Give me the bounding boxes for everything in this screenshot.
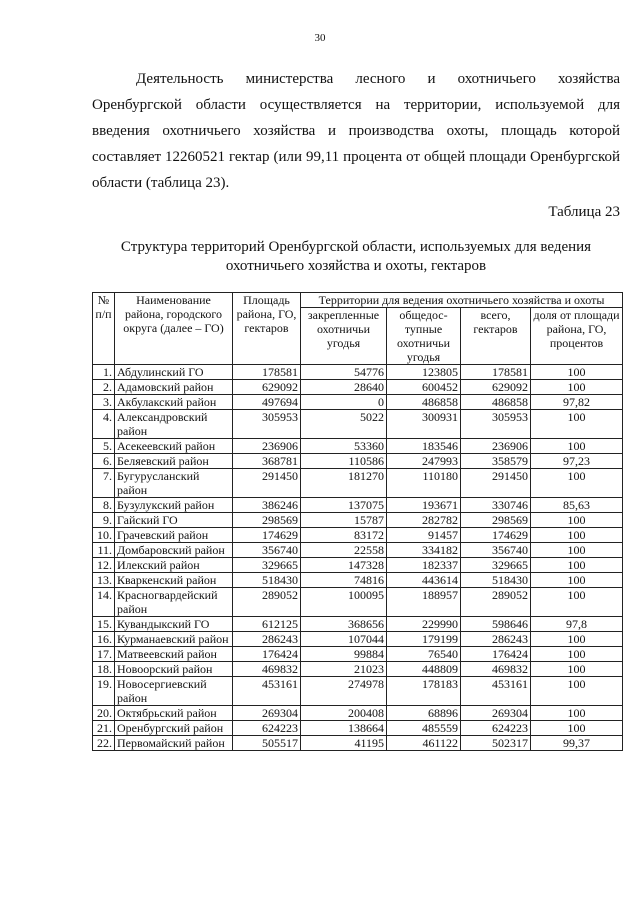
row-number: 14. <box>93 588 115 617</box>
row-number: 21. <box>93 721 115 736</box>
row-area: 453161 <box>233 677 301 706</box>
header-num: № п/п <box>93 293 115 365</box>
row-assigned: 368656 <box>301 617 387 632</box>
row-area: 356740 <box>233 543 301 558</box>
row-assigned: 74816 <box>301 573 387 588</box>
row-share: 100 <box>531 706 623 721</box>
table-row <box>93 677 623 706</box>
row-area: 505517 <box>233 736 301 751</box>
row-assigned: 15787 <box>301 513 387 528</box>
row-name: Беляевский район <box>115 454 233 469</box>
row-name: Курманаевский район <box>115 632 233 647</box>
row-public: 448809 <box>387 662 461 677</box>
row-public: 76540 <box>387 647 461 662</box>
table-header-row <box>93 293 623 308</box>
table-caption-line-2: охотничьего хозяйства и охоты, гектаров <box>225 258 487 274</box>
row-total: 291450 <box>461 469 531 498</box>
row-total: 598646 <box>461 617 531 632</box>
row-name: Оренбургский район <box>115 721 233 736</box>
table-row <box>93 617 623 632</box>
row-total: 178581 <box>461 365 531 380</box>
table-row <box>93 410 623 439</box>
row-number: 2. <box>93 380 115 395</box>
row-share: 100 <box>531 365 623 380</box>
row-assigned: 0 <box>301 395 387 410</box>
row-public: 91457 <box>387 528 461 543</box>
row-assigned: 138664 <box>301 721 387 736</box>
table-row <box>93 573 623 588</box>
row-assigned: 100095 <box>301 588 387 617</box>
row-area: 289052 <box>233 588 301 617</box>
row-number: 11. <box>93 543 115 558</box>
table-row <box>93 543 623 558</box>
row-assigned: 181270 <box>301 469 387 498</box>
row-assigned: 83172 <box>301 528 387 543</box>
table-row <box>93 632 623 647</box>
table-label: Таблица 23 <box>548 204 620 220</box>
row-share: 100 <box>531 588 623 617</box>
table-row <box>93 736 623 751</box>
row-area: 518430 <box>233 573 301 588</box>
row-public: 485559 <box>387 721 461 736</box>
row-total: 269304 <box>461 706 531 721</box>
row-public: 68896 <box>387 706 461 721</box>
row-assigned: 41195 <box>301 736 387 751</box>
row-area: 368781 <box>233 454 301 469</box>
row-area: 624223 <box>233 721 301 736</box>
table-body <box>93 365 623 751</box>
table-caption <box>92 238 620 276</box>
row-name: Бузулукский район <box>115 498 233 513</box>
row-share: 100 <box>531 410 623 439</box>
row-name: Акбулакский район <box>115 395 233 410</box>
row-number: 18. <box>93 662 115 677</box>
row-name: Кваркенский район <box>115 573 233 588</box>
row-number: 13. <box>93 573 115 588</box>
row-number: 15. <box>93 617 115 632</box>
row-name: Октябрьский район <box>115 706 233 721</box>
row-share: 85,63 <box>531 498 623 513</box>
row-total: 469832 <box>461 662 531 677</box>
row-area: 291450 <box>233 469 301 498</box>
table-row <box>93 439 623 454</box>
row-number: 19. <box>93 677 115 706</box>
row-name: Абдулинский ГО <box>115 365 233 380</box>
row-public: 193671 <box>387 498 461 513</box>
row-assigned: 99884 <box>301 647 387 662</box>
row-total: 298569 <box>461 513 531 528</box>
row-number: 12. <box>93 558 115 573</box>
row-public: 600452 <box>387 380 461 395</box>
row-number: 10. <box>93 528 115 543</box>
row-area: 269304 <box>233 706 301 721</box>
row-name: Гайский ГО <box>115 513 233 528</box>
row-share: 100 <box>531 721 623 736</box>
row-area: 329665 <box>233 558 301 573</box>
row-name: Кувандыкский ГО <box>115 617 233 632</box>
row-public: 178183 <box>387 677 461 706</box>
row-area: 469832 <box>233 662 301 677</box>
row-public: 188957 <box>387 588 461 617</box>
row-total: 329665 <box>461 558 531 573</box>
row-area: 286243 <box>233 632 301 647</box>
row-assigned: 110586 <box>301 454 387 469</box>
table-row <box>93 558 623 573</box>
row-number: 4. <box>93 410 115 439</box>
row-total: 236906 <box>461 439 531 454</box>
row-name: Первомайский район <box>115 736 233 751</box>
row-share: 100 <box>531 662 623 677</box>
intro-paragraph: Деятельность министерства лесного и охотничьего хозяйства Оренбургской области осуществляется на территории, используемой для введения охотничьего хозяйства и производства охоты, площадь которой составляет 12260521 гектар (или 99,11 процента от общей площади Оренбургской области (таблица 23). <box>92 71 620 191</box>
row-assigned: 22558 <box>301 543 387 558</box>
row-total: 289052 <box>461 588 531 617</box>
row-share: 100 <box>531 573 623 588</box>
row-public: 486858 <box>387 395 461 410</box>
row-total: 356740 <box>461 543 531 558</box>
row-number: 6. <box>93 454 115 469</box>
row-total: 502317 <box>461 736 531 751</box>
row-number: 3. <box>93 395 115 410</box>
row-name: Грачевский район <box>115 528 233 543</box>
row-name: Бугурусланский район <box>115 469 233 498</box>
row-area: 298569 <box>233 513 301 528</box>
table-row <box>93 528 623 543</box>
table-row <box>93 706 623 721</box>
table-row <box>93 395 623 410</box>
row-share: 100 <box>531 677 623 706</box>
row-number: 17. <box>93 647 115 662</box>
row-assigned: 54776 <box>301 365 387 380</box>
row-name: Матвеевский район <box>115 647 233 662</box>
header-group: Территории для ведения охотничьего хозяйства и охоты <box>301 293 623 308</box>
row-total: 518430 <box>461 573 531 588</box>
row-assigned: 200408 <box>301 706 387 721</box>
row-share: 97,8 <box>531 617 623 632</box>
row-area: 629092 <box>233 380 301 395</box>
row-public: 179199 <box>387 632 461 647</box>
table-row <box>93 454 623 469</box>
header-name: Наименование района, городского округа (далее – ГО) <box>115 293 233 365</box>
row-public: 300931 <box>387 410 461 439</box>
row-name: Домбаровский район <box>115 543 233 558</box>
table-row <box>93 662 623 677</box>
row-assigned: 5022 <box>301 410 387 439</box>
row-public: 282782 <box>387 513 461 528</box>
row-number: 22. <box>93 736 115 751</box>
row-share: 100 <box>531 380 623 395</box>
row-assigned: 137075 <box>301 498 387 513</box>
row-share: 100 <box>531 558 623 573</box>
table-row <box>93 647 623 662</box>
row-name: Красногвардейский район <box>115 588 233 617</box>
page-number: 30 <box>314 32 326 44</box>
row-number: 9. <box>93 513 115 528</box>
row-public: 229990 <box>387 617 461 632</box>
row-public: 334182 <box>387 543 461 558</box>
header-area: Площадь района, ГО, гектаров <box>233 293 301 365</box>
header-share: доля от площади района, ГО, процентов <box>531 308 623 365</box>
row-total: 486858 <box>461 395 531 410</box>
row-total: 176424 <box>461 647 531 662</box>
row-area: 174629 <box>233 528 301 543</box>
table-caption-line-1: Структура территорий Оренбургской области, используемых для ведения <box>120 239 592 255</box>
row-share: 100 <box>531 469 623 498</box>
row-total: 358579 <box>461 454 531 469</box>
row-assigned: 28640 <box>301 380 387 395</box>
row-share: 100 <box>531 632 623 647</box>
row-number: 7. <box>93 469 115 498</box>
row-share: 97,23 <box>531 454 623 469</box>
table-row <box>93 513 623 528</box>
row-total: 624223 <box>461 721 531 736</box>
table-row <box>93 498 623 513</box>
row-assigned: 107044 <box>301 632 387 647</box>
row-number: 1. <box>93 365 115 380</box>
header-public: общедос-тупные охотничьи угодья <box>387 308 461 365</box>
row-total: 286243 <box>461 632 531 647</box>
row-name: Илекский район <box>115 558 233 573</box>
row-area: 236906 <box>233 439 301 454</box>
table-row <box>93 588 623 617</box>
row-total: 629092 <box>461 380 531 395</box>
row-share: 97,82 <box>531 395 623 410</box>
row-area: 305953 <box>233 410 301 439</box>
row-name: Новоорский район <box>115 662 233 677</box>
row-name: Асекеевский район <box>115 439 233 454</box>
row-number: 16. <box>93 632 115 647</box>
row-public: 247993 <box>387 454 461 469</box>
row-assigned: 53360 <box>301 439 387 454</box>
row-assigned: 21023 <box>301 662 387 677</box>
table-row <box>93 380 623 395</box>
row-total: 174629 <box>461 528 531 543</box>
row-area: 497694 <box>233 395 301 410</box>
row-number: 5. <box>93 439 115 454</box>
row-total: 305953 <box>461 410 531 439</box>
row-assigned: 147328 <box>301 558 387 573</box>
row-assigned: 274978 <box>301 677 387 706</box>
row-total: 330746 <box>461 498 531 513</box>
row-number: 8. <box>93 498 115 513</box>
row-name: Александровский район <box>115 410 233 439</box>
row-name: Новосергиевский район <box>115 677 233 706</box>
row-total: 453161 <box>461 677 531 706</box>
row-share: 100 <box>531 528 623 543</box>
hunting-territory-table <box>92 292 623 751</box>
row-share: 100 <box>531 513 623 528</box>
row-public: 182337 <box>387 558 461 573</box>
row-share: 100 <box>531 439 623 454</box>
row-area: 386246 <box>233 498 301 513</box>
row-share: 100 <box>531 647 623 662</box>
table-row <box>93 365 623 380</box>
header-total: всего, гектаров <box>461 308 531 365</box>
row-area: 612125 <box>233 617 301 632</box>
row-area: 178581 <box>233 365 301 380</box>
row-share: 100 <box>531 543 623 558</box>
row-public: 443614 <box>387 573 461 588</box>
row-share: 99,37 <box>531 736 623 751</box>
row-public: 110180 <box>387 469 461 498</box>
row-public: 183546 <box>387 439 461 454</box>
row-public: 461122 <box>387 736 461 751</box>
row-number: 20. <box>93 706 115 721</box>
row-area: 176424 <box>233 647 301 662</box>
table-row <box>93 721 623 736</box>
row-name: Адамовский район <box>115 380 233 395</box>
table-row <box>93 469 623 498</box>
header-assigned: закрепленные охотничьи угодья <box>301 308 387 365</box>
row-public: 123805 <box>387 365 461 380</box>
